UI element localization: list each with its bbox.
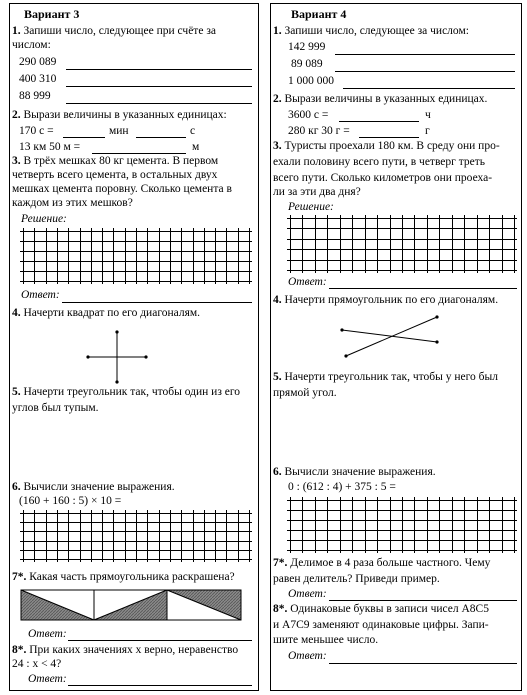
task-3-answer-line[interactable] xyxy=(62,302,252,303)
r-task-1-answer-line-3[interactable] xyxy=(343,88,515,89)
r-task-7-line-1: Делимое в 4 раза больше частного. Чему xyxy=(290,557,491,569)
task-2-row1-blank-1[interactable] xyxy=(63,137,105,138)
r-task-6-text: Вычисли значение выражения. xyxy=(284,466,436,478)
r-task-1-answer-line-1[interactable] xyxy=(335,54,515,55)
task-6-solution-grid[interactable] xyxy=(20,510,252,562)
task-6-expression: (160 + 160 : 5) × 10 = xyxy=(19,495,122,507)
variant-4-column xyxy=(270,3,522,691)
task-4-text: Начерти квадрат по его диагоналям. xyxy=(23,307,201,319)
task-5-line-1: Начерти треугольник так, чтобы один из его xyxy=(23,386,241,398)
task-4 xyxy=(12,306,200,320)
task-1-value-1: 290 089 xyxy=(19,56,57,68)
r-task-4 xyxy=(273,293,498,307)
r-task-1-answer-line-2[interactable] xyxy=(335,71,515,72)
task-2-row1-unit-1: мин xyxy=(109,125,129,137)
task-6-number: 6. xyxy=(12,481,21,493)
task-2-row1-blank-2[interactable] xyxy=(136,137,186,138)
task-5 xyxy=(12,385,240,399)
variant-3-column xyxy=(9,3,259,691)
task-3-line-3: мешках цемента поровну. Сколько цемента в xyxy=(12,183,232,195)
task-1-answer-line-2[interactable] xyxy=(66,86,252,87)
task-3-line-2: четверть всего цемента, в остальных двух xyxy=(12,169,218,181)
task-3-line-4: каждом из этих мешков? xyxy=(12,197,133,209)
r-task-3 xyxy=(273,139,500,153)
r-task-6 xyxy=(273,465,436,479)
r-task-3-solution-label: Решение: xyxy=(288,201,334,213)
r-task-1-value-2: 89 089 xyxy=(291,58,323,70)
r-task-8-line-3: шите меньшее число. xyxy=(273,634,379,646)
task-2 xyxy=(12,108,227,122)
r-task-7-line-2: равен делитель? Приведи пример. xyxy=(273,573,440,585)
r-task-2-row1-lhs: 3600 с = xyxy=(288,109,329,121)
r-task-8-number: 8*. xyxy=(273,603,288,615)
shaded-rectangle-figure xyxy=(20,589,242,621)
r-task-8-answer-label: Ответ: xyxy=(288,650,327,662)
task-2-row2-unit: м xyxy=(192,141,200,153)
task-8-number: 8*. xyxy=(12,644,27,656)
r-task-1-text: Запиши число, следующее за числом: xyxy=(284,25,469,37)
task-8-answer-label: Ответ: xyxy=(28,673,67,685)
r-task-5-line-2: прямой угол. xyxy=(273,387,337,399)
task-1-value-3: 88 999 xyxy=(19,90,51,102)
task-3-line-1: В трёх мешках 80 кг цемента. В первом xyxy=(23,155,219,167)
task-2-number: 2. xyxy=(12,109,21,121)
r-task-6-number: 6. xyxy=(273,466,282,478)
r-task-3-number: 3. xyxy=(273,140,282,152)
task-7-answer-line[interactable] xyxy=(68,640,252,641)
r-task-1-value-3: 1 000 000 xyxy=(288,75,334,87)
task-1-answer-line-3[interactable] xyxy=(66,103,252,104)
task-8 xyxy=(12,643,238,657)
r-task-5-number: 5. xyxy=(273,371,282,383)
task-1-text-line2: числом: xyxy=(12,39,51,51)
task-1-answer-line-1[interactable] xyxy=(66,69,252,70)
rectangle-diagonals-figure xyxy=(337,312,441,360)
task-7-text: Какая часть прямоугольника раскрашена? xyxy=(29,571,235,583)
r-task-2-row2-unit: г xyxy=(425,125,430,137)
r-task-3-line-3: всего пути. Сколько километров они проеха- xyxy=(273,172,493,184)
r-task-7 xyxy=(273,556,490,570)
task-8-answer-line[interactable] xyxy=(68,685,252,686)
task-6-text: Вычисли значение выражения. xyxy=(23,481,175,493)
r-task-4-number: 4. xyxy=(273,294,282,306)
task-1 xyxy=(12,24,216,38)
task-2-text: Вырази величины в указанных единицах: xyxy=(23,109,227,121)
r-task-6-solution-grid[interactable] xyxy=(287,497,517,553)
r-task-2-row2-lhs: 280 кг 30 г = xyxy=(288,125,350,137)
task-1-value-2: 400 310 xyxy=(19,73,57,85)
r-task-4-text: Начерти прямоугольник по его диагоналям. xyxy=(284,294,499,306)
r-task-3-line-4: ли за эти два дня? xyxy=(273,186,361,198)
square-diagonals-figure xyxy=(85,329,149,385)
r-task-2 xyxy=(273,92,487,106)
variant-4-title: Вариант 4 xyxy=(291,7,347,21)
task-4-number: 4. xyxy=(12,307,21,319)
r-task-1 xyxy=(273,24,469,38)
task-6 xyxy=(12,480,175,494)
r-task-2-row1-unit: ч xyxy=(425,109,431,121)
r-task-5 xyxy=(273,370,498,384)
r-task-3-line-1: Туристы проехали 180 км. В среду они про- xyxy=(284,140,500,152)
r-task-1-value-1: 142 999 xyxy=(288,41,326,53)
task-1-text-line1: Запиши число, следующее при счёте за xyxy=(23,25,216,37)
task-3-number: 3. xyxy=(12,155,21,167)
task-3-solution-label: Решение: xyxy=(21,213,67,225)
r-task-3-answer-label: Ответ: xyxy=(288,276,327,288)
task-8-line-2: 24 : x < 4? xyxy=(12,658,62,670)
r-task-8 xyxy=(273,602,489,616)
r-task-3-solution-grid[interactable] xyxy=(287,215,517,273)
r-task-3-line-2: ехали половину всего пути, в четверг треть xyxy=(273,156,486,168)
r-task-7-answer-line[interactable] xyxy=(329,600,517,601)
r-task-7-number: 7*. xyxy=(273,557,288,569)
r-task-8-answer-line[interactable] xyxy=(329,663,517,664)
task-5-number: 5. xyxy=(12,386,21,398)
variant-3-title: Вариант 3 xyxy=(24,7,80,21)
task-1-number: 1. xyxy=(12,25,21,37)
r-task-8-line-2: и А7С9 заменяют одинаковые цифры. Запи- xyxy=(273,619,489,631)
r-task-1-number: 1. xyxy=(273,25,282,37)
r-task-2-row1-blank[interactable] xyxy=(339,121,419,122)
r-task-5-line-1: Начерти треугольник так, чтобы у него был xyxy=(284,371,498,383)
task-8-line-1: При каких значениях x верно, неравенство xyxy=(29,644,239,656)
r-task-3-answer-line[interactable] xyxy=(329,288,517,289)
r-task-6-expression: 0 : (612 : 4) + 375 : 5 = xyxy=(288,481,396,493)
task-2-row2-lhs: 13 км 50 м = xyxy=(19,141,81,153)
task-2-row1-lhs: 170 с = xyxy=(19,125,54,137)
r-task-2-number: 2. xyxy=(273,93,282,105)
r-task-2-text: Вырази величины в указанных единицах. xyxy=(284,93,488,105)
r-task-8-line-1: Одинаковые буквы в записи чисел А8С5 xyxy=(290,603,489,615)
task-7-number: 7*. xyxy=(12,571,27,583)
task-3-answer-label: Ответ: xyxy=(21,289,60,301)
task-7 xyxy=(12,570,235,584)
task-5-line-2: углов был тупым. xyxy=(12,402,99,414)
task-3 xyxy=(12,154,218,168)
task-7-answer-label: Ответ: xyxy=(28,628,67,640)
r-task-7-answer-label: Ответ: xyxy=(288,588,327,600)
r-task-2-row2-blank[interactable] xyxy=(359,137,419,138)
task-2-row1-unit-2: с xyxy=(190,125,196,137)
task-3-solution-grid[interactable] xyxy=(20,228,252,284)
